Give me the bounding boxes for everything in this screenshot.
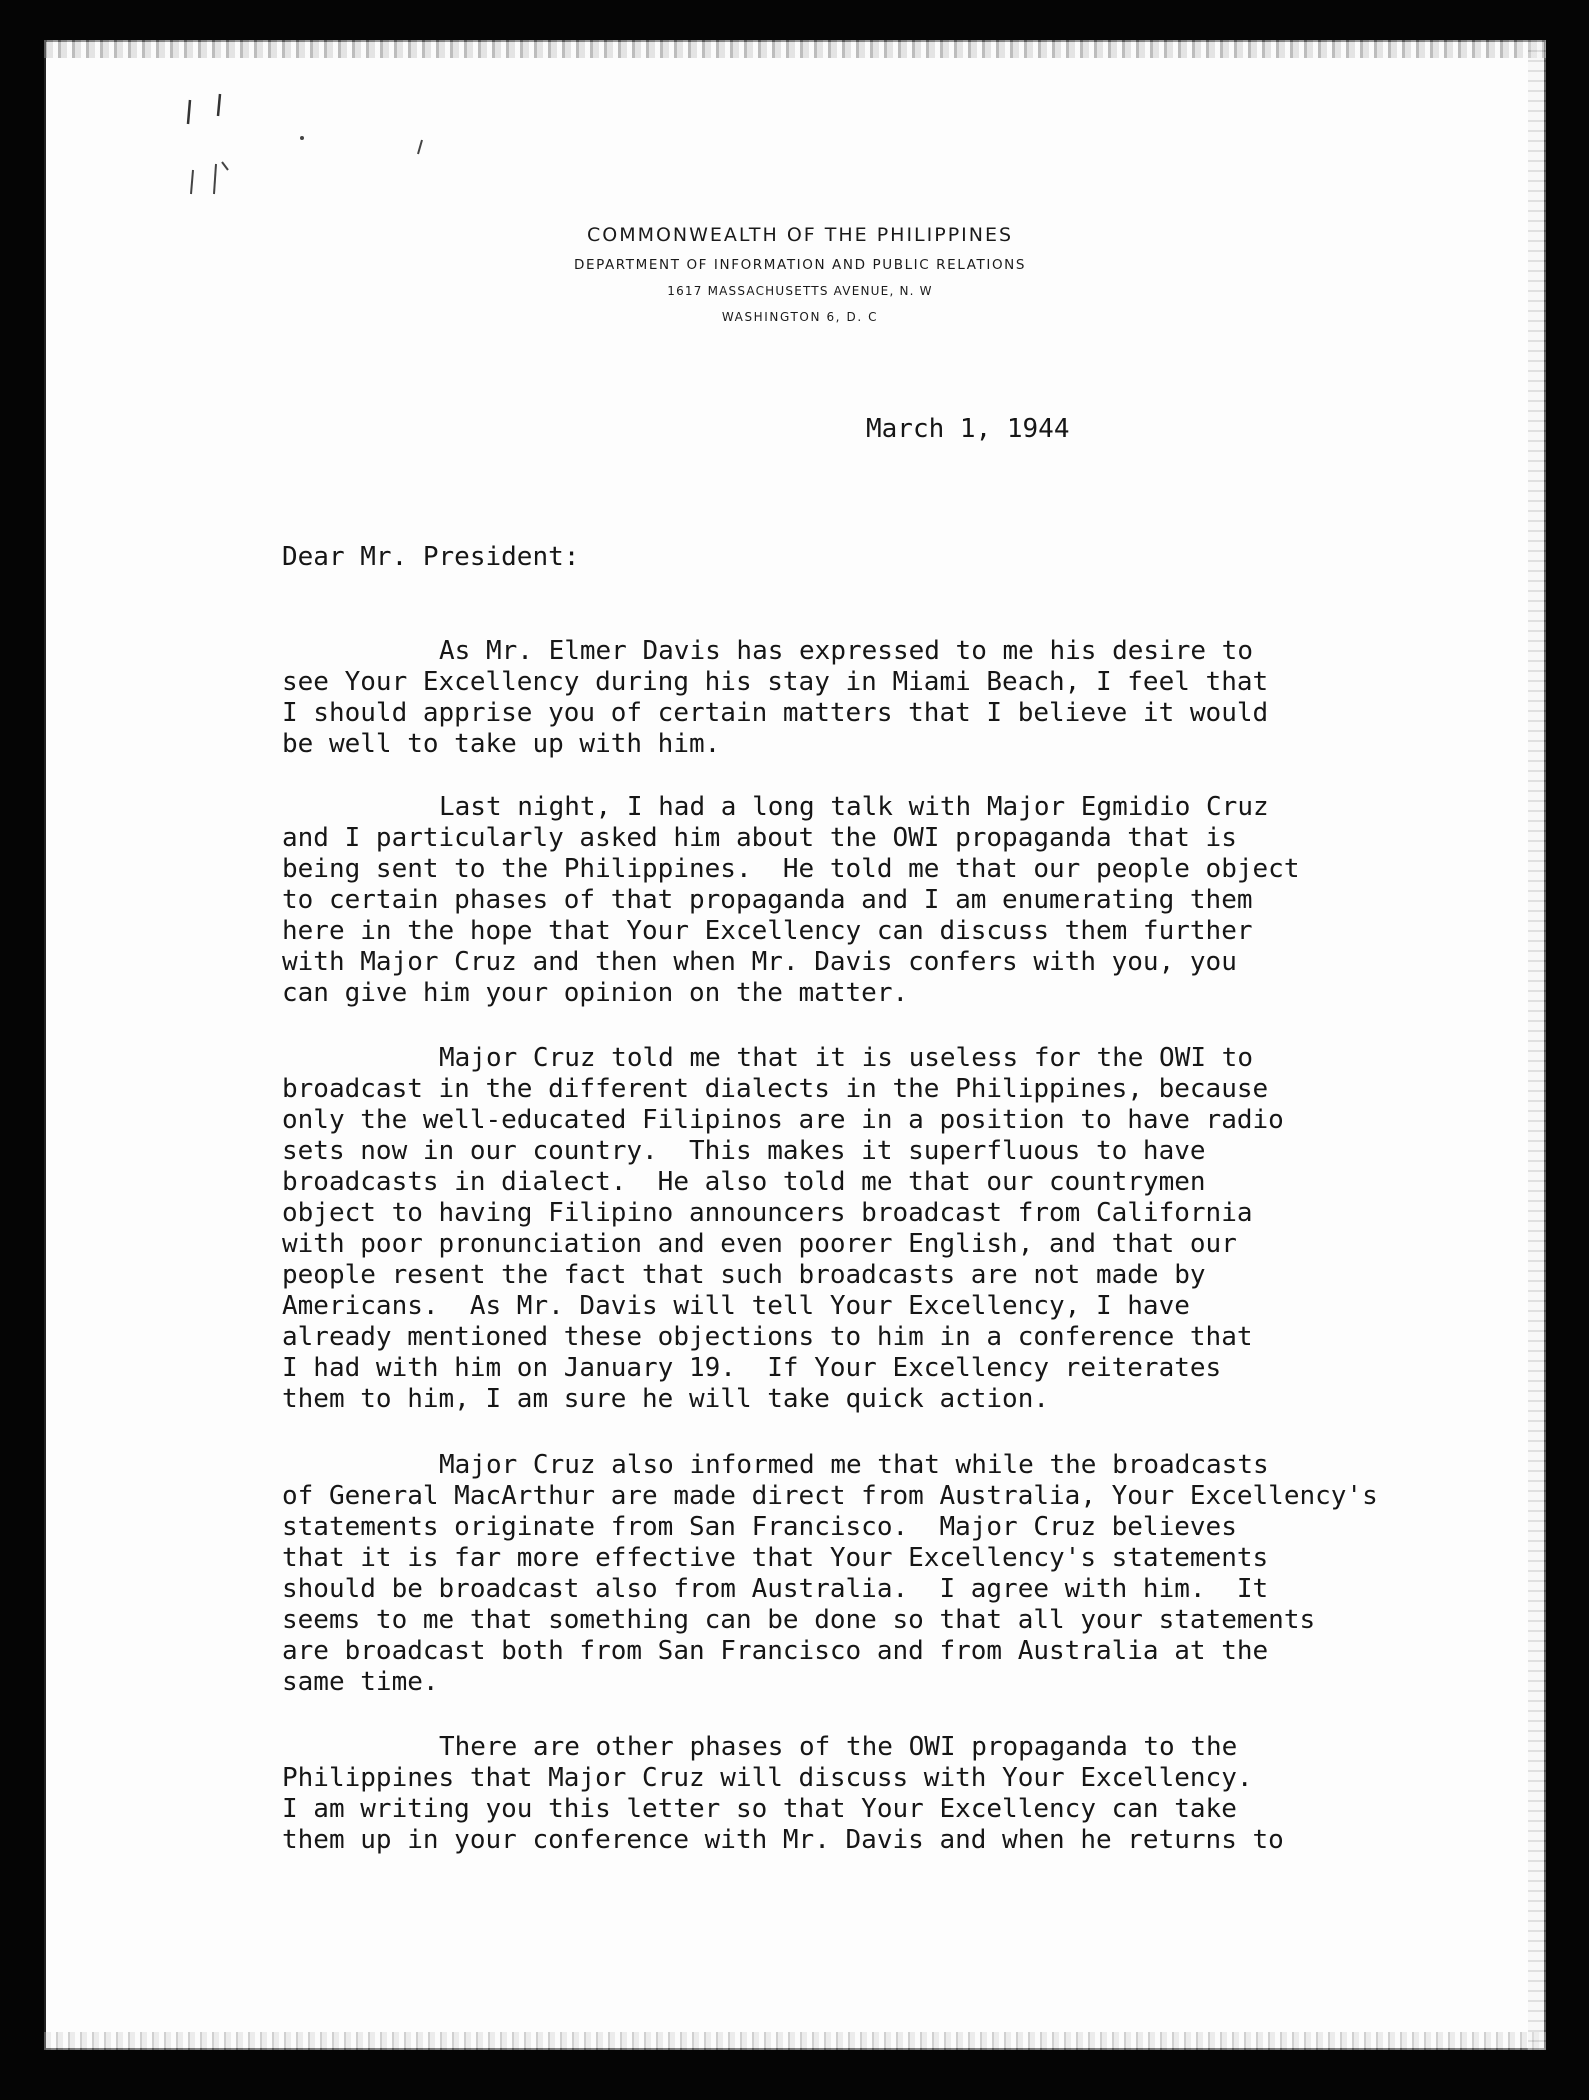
paragraph-line: As Mr. Elmer Davis has expressed to me his desire to <box>439 636 1253 666</box>
paragraph-line: sets now in our country. This makes it superfluous to have <box>282 1136 1206 1166</box>
letterhead-street-address: 1617 MASSACHUSETTS AVENUE, N. W <box>667 284 933 298</box>
salutation: Dear Mr. President: <box>282 542 580 572</box>
paragraph-line: Major Cruz told me that it is useless for the OWI to <box>439 1043 1253 1073</box>
letterhead-organization: COMMONWEALTH OF THE PHILIPPINES <box>586 224 1014 246</box>
paragraph-line: people resent the fact that such broadcasts are not made by <box>282 1260 1206 1290</box>
paragraph-1 <box>282 636 1442 760</box>
paragraph-line: being sent to the Philippines. He told me that our people object <box>282 854 1300 884</box>
paragraph-line: with poor pronunciation and even poorer English, and that our <box>282 1229 1237 1259</box>
paragraph-line: that it is far more effective that Your Excellency's statements <box>282 1543 1269 1573</box>
paragraph-line: already mentioned these objections to him in a conference that <box>282 1322 1253 1352</box>
paragraph-line: to certain phases of that propaganda and I am enumerating them <box>282 885 1253 915</box>
paragraph-line: Americans. As Mr. Davis will tell Your Excellency, I have <box>282 1291 1190 1321</box>
paragraph-line: I had with him on January 19. If Your Excellency reiterates <box>282 1353 1222 1383</box>
paragraph-line: be well to take up with him. <box>282 729 721 759</box>
paragraph-line: here in the hope that Your Excellency can discuss them further <box>282 916 1253 946</box>
paragraph-line: I should apprise you of certain matters that I believe it would <box>282 698 1269 728</box>
paragraph-2 <box>282 792 1442 1009</box>
paragraph-3 <box>282 1043 1442 1415</box>
letter-date: March 1, 1944 <box>866 414 1070 444</box>
paragraph-line: Last night, I had a long talk with Major Egmidio Cruz <box>439 792 1269 822</box>
paragraph-line: broadcast in the different dialects in the Philippines, because <box>282 1074 1269 1104</box>
paragraph-line: can give him your opinion on the matter. <box>282 978 909 1008</box>
letterhead <box>480 218 1120 330</box>
paragraph-line: with Major Cruz and then when Mr. Davis confers with you, you <box>282 947 1237 977</box>
paragraph-line: should be broadcast also from Australia. I agree with him. It <box>282 1574 1269 1604</box>
paragraph-line: see Your Excellency during his stay in Miami Beach, I feel that <box>282 667 1269 697</box>
paper-top-edge <box>44 40 1546 58</box>
paragraph-line: Philippines that Major Cruz will discuss with Your Excellency. <box>282 1763 1253 1793</box>
paragraph-line: of General MacArthur are made direct from Australia, Your Excellency's <box>282 1481 1378 1511</box>
stray-pen-marks <box>180 90 440 240</box>
paragraph-line: seems to me that something can be done so that all your statements <box>282 1605 1316 1635</box>
paragraph-line: statements originate from San Francisco. Major Cruz believes <box>282 1512 1237 1542</box>
paragraph-5 <box>282 1732 1442 1856</box>
paragraph-4 <box>282 1450 1442 1698</box>
paragraph-line: I am writing you this letter so that Your Excellency can take <box>282 1794 1237 1824</box>
paragraph-line: same time. <box>282 1667 439 1697</box>
paragraph-line: only the well-educated Filipinos are in a position to have radio <box>282 1105 1284 1135</box>
paragraph-line: them up in your conference with Mr. Davis and when he returns to <box>282 1825 1284 1855</box>
paragraph-line: them to him, I am sure he will take quick action. <box>282 1384 1050 1414</box>
letterhead-department: DEPARTMENT OF INFORMATION AND PUBLIC RELATIONS <box>573 257 1027 273</box>
paragraph-line: are broadcast both from San Francisco and from Australia at the <box>282 1636 1269 1666</box>
paragraph-line: and I particularly asked him about the OWI propaganda that is <box>282 823 1237 853</box>
letterhead-city: WASHINGTON 6, D. C <box>721 310 879 324</box>
paragraph-line: object to having Filipino announcers broadcast from California <box>282 1198 1253 1228</box>
paper-right-edge <box>1528 40 1546 2050</box>
paragraph-line: There are other phases of the OWI propaganda to the <box>439 1732 1238 1762</box>
paper-bottom-edge <box>44 2032 1546 2050</box>
paragraph-line: Major Cruz also informed me that while the broadcasts <box>439 1450 1269 1480</box>
paragraph-line: broadcasts in dialect. He also told me that our countrymen <box>282 1167 1206 1197</box>
